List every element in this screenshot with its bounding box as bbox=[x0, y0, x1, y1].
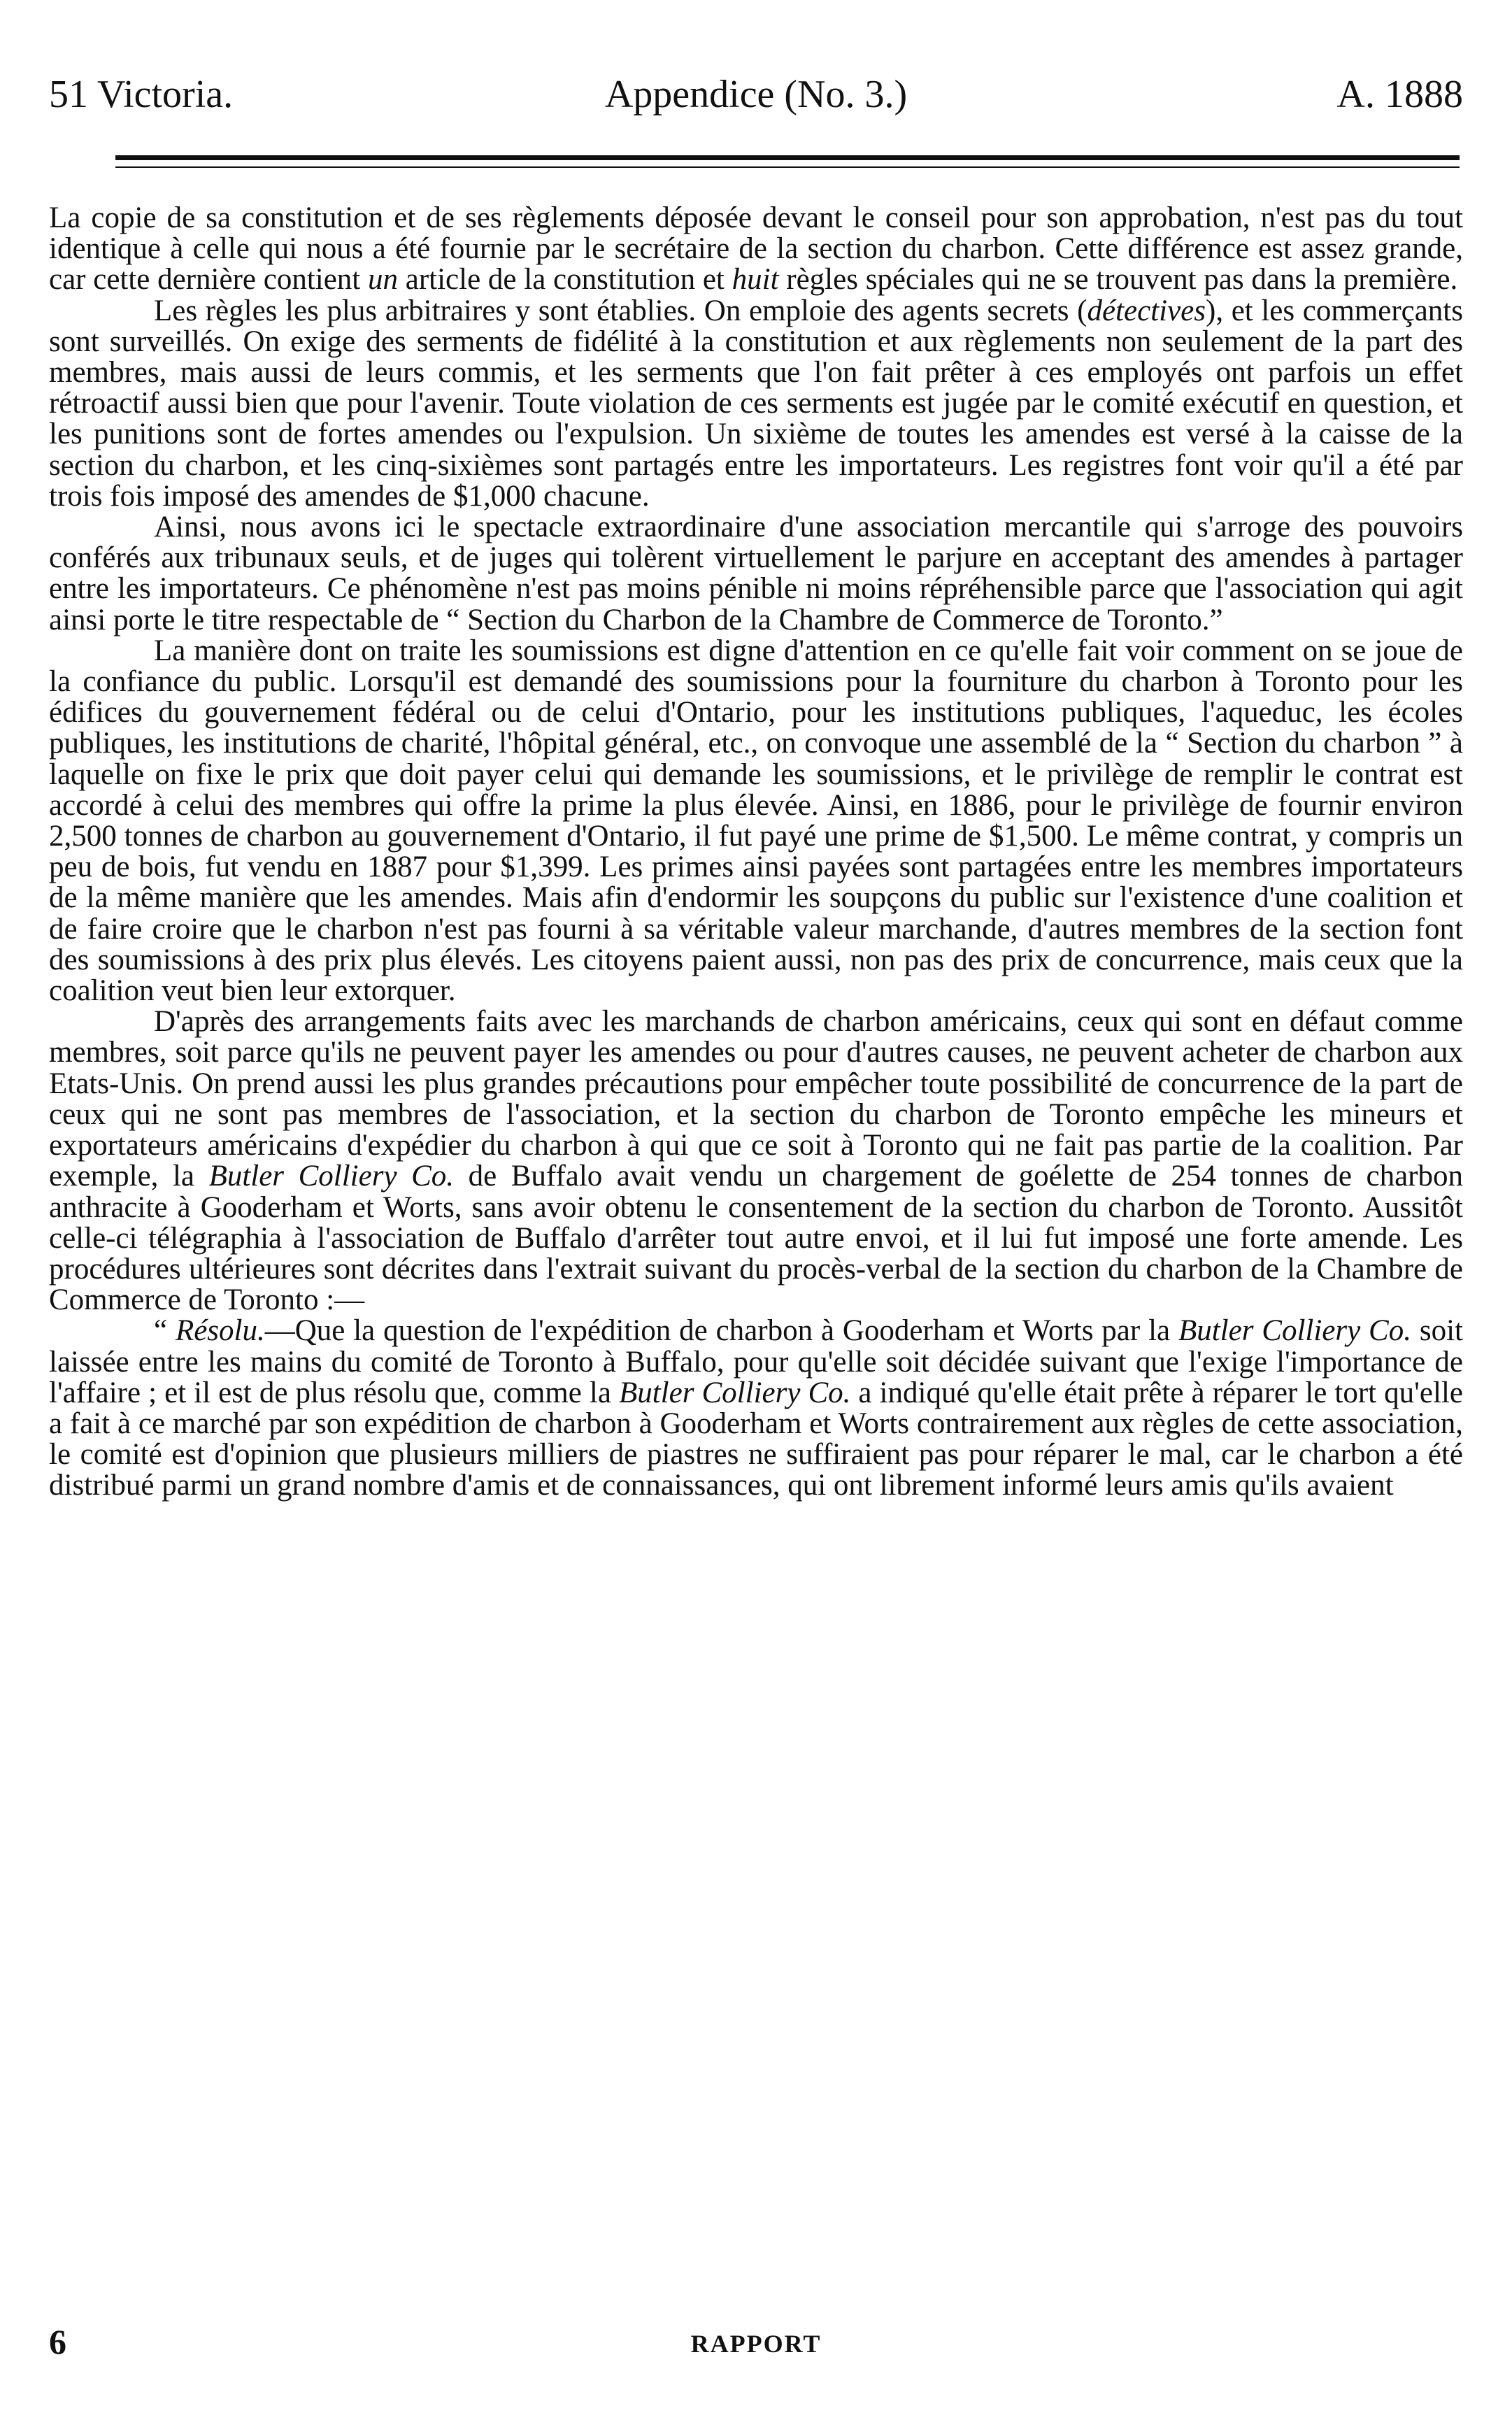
body-text bbox=[49, 203, 1463, 1502]
paragraph bbox=[49, 296, 1463, 512]
italic-text: Résolu. bbox=[175, 1314, 265, 1348]
paragraph-text: soit laissée entre les mains du comité de Toronto à Buffalo, pour qu'elle soit décidée suivant que l'exige l'importance de l'affaire ; et il est de plus résolu que, comme la bbox=[49, 1314, 1463, 1409]
italic-text: détectives bbox=[1087, 294, 1206, 327]
header-year: A. 1888 bbox=[1336, 73, 1463, 116]
italic-text: un bbox=[368, 263, 398, 297]
paragraph-text: ), et les commerçants sont surveillés. On exige des serments de fidélité à la constitution et aux règlements non seulement de la part des membres, mais aussi de leurs commis, et les serments que l'on fait prêter à ces employés ont parfois un effet rétroactif aussi bien que pour l'avenir. Toute violation de ces serments est jugée par le comité exécutif en question, et les punitions sont de fortes amendes ou l'expulsion. Un sixième de toutes les amendes est versé à la caisse de la section du charbon, et les cinq-sixièmes sont partagés entre les importateurs. Les registres font voir qu'il a été par trois fois imposé des amendes de $1,000 chacune. bbox=[49, 294, 1463, 513]
paragraph-text: de Buffalo avait vendu un chargement de goélette de 254 tonnes de charbon anthracite à Gooderham et Worts, sans avoir obtenu le consentement de la section du charbon de Toronto. Aussitôt celle-ci télégraphia à l'association de Buffalo d'arrêter tout autre envoi, et il lui fut imposé une forte amende. Les procédures ultérieures sont décrites dans l'extrait suivant du procès-verbal de la section du charbon de la Chambre de Commerce de Toronto :— bbox=[49, 1160, 1464, 1317]
header-appendix: Appendice (No. 3.) bbox=[604, 73, 908, 116]
paragraph-text: “ bbox=[154, 1314, 176, 1348]
italic-text: Butler Colliery Co. bbox=[1178, 1314, 1411, 1348]
paragraph-text: Les règles les plus arbitraires y sont établies. On emploie des agents secrets ( bbox=[154, 294, 1087, 327]
italic-text: Butler Colliery Co. bbox=[208, 1160, 455, 1193]
paragraph-text: La copie de sa constitution et de ses règlements déposée devant le conseil pour son approbation, n'est pas du tout identique à celle qui nous a été fournie par le secrétaire de la section du charbon. Cette différence est assez grande, car cette dernière contient bbox=[49, 201, 1463, 297]
header-session: 51 Victoria. bbox=[49, 73, 234, 116]
paragraph-text: D'après des arrangements faits avec les marchands de charbon américains, ceux qui sont en défaut comme membres, soit parce qu'ils ne peuvent payer les amendes ou pour d'autres causes, ne peuvent acheter de charbon aux Etats-Unis. On prend aussi les plus grandes précautions pour empêcher toute possibilité de concurrence de la part de ceux qui ne sont pas membres de l'association, et la section du charbon de Toronto empêche les mineurs et exportateurs américains d'expédier du charbon à qui que ce soit à Toronto qui ne fait pas partie de la coalition. Par exemple, la bbox=[49, 1005, 1463, 1193]
paragraph-text: Ainsi, nous avons ici le spectacle extraordinaire d'une association mercantile qui s'arroge des pouvoirs conférés aux tribunaux seuls, et de juges qui tolèrent virtuellement le parjure en acceptant des amendes à partager entre les importateurs. Ce phénomène n'est pas moins pénible ni moins répréhensible parce que l'association qui agit ainsi porte le titre respectable de “ Section du Charbon de la Chambre de Commerce de Toronto.” bbox=[49, 511, 1463, 636]
paragraph bbox=[49, 512, 1463, 636]
paragraph-text: règles spéciales qui ne se trouvent pas dans la première. bbox=[778, 263, 1458, 297]
catchword: RAPPORT bbox=[690, 2330, 822, 2358]
paragraph bbox=[49, 1006, 1463, 1316]
header-rule-thick bbox=[115, 155, 1460, 160]
italic-text: huit bbox=[732, 263, 779, 297]
paragraph-text: —Que la question de l'expédition de charbon à Gooderham et Worts par la bbox=[264, 1314, 1178, 1348]
italic-text: Butler Colliery Co. bbox=[618, 1376, 851, 1409]
page-footer bbox=[49, 2321, 1463, 2363]
page-number: 6 bbox=[49, 2322, 66, 2361]
paragraph bbox=[49, 1316, 1463, 1501]
paragraph-text: La manière dont on traite les soumissions est digne d'attention en ce qu'elle fait voir comment on se joue de la confiance du public. Lorsqu'il est demandé des soumissions pour la fourniture du charbon à Toronto pour les édifices du gouvernement fédéral ou de celui d'Ontario, pour les institutions publiques, l'aqueduc, les écoles publiques, les institutions de charité, l'hôpital général, etc., on convoque une assemblé de la “ Section du charbon ” à laquelle on fixe le prix que doit payer celui qui demande les soumissions, et le privilège de remplir le contrat est accordé à celui des membres qui offre la prime la plus élevée. Ainsi, en 1886, pour le privilège de fournir environ 2,500 tonnes de charbon au gouvernement d'Ontario, il fut payé une prime de $1,500. Le même contrat, y compris un peu de bois, fut vendu en 1887 pour $1,399. Les primes ainsi payées sont partagées entre les membres importateurs de la même manière que les amendes. Mais afin d'endormir les soupçons du public sur l'existence d'une coalition et de faire croire que le charbon n'est pas fourni à sa véritable valeur marchande, d'autres membres de la section font des soumissions à des prix plus élevés. Les citoyens paient aussi, non pas des prix de concurrence, mais ceux que la coalition veut bien leur extorquer. bbox=[49, 634, 1463, 1008]
paragraph bbox=[49, 203, 1463, 296]
paragraph-text: article de la constitution et bbox=[398, 263, 732, 297]
paragraph bbox=[49, 636, 1463, 1006]
header-rule-thin bbox=[115, 166, 1460, 168]
running-header bbox=[49, 66, 1463, 122]
paragraph-text: a indiqué qu'elle était prête à réparer le tort qu'elle a fait à ce marché par son expédition de charbon à Gooderham et Worts contrairement aux règles de cette association, le comité est d'opinion que plusieurs milliers de piastres ne suffiraient pas pour réparer le mal, car le charbon a été distribué parmi un grand nombre d'amis et de connaissances, qui ont librement informé leurs amis qu'ils avaient bbox=[49, 1376, 1463, 1502]
